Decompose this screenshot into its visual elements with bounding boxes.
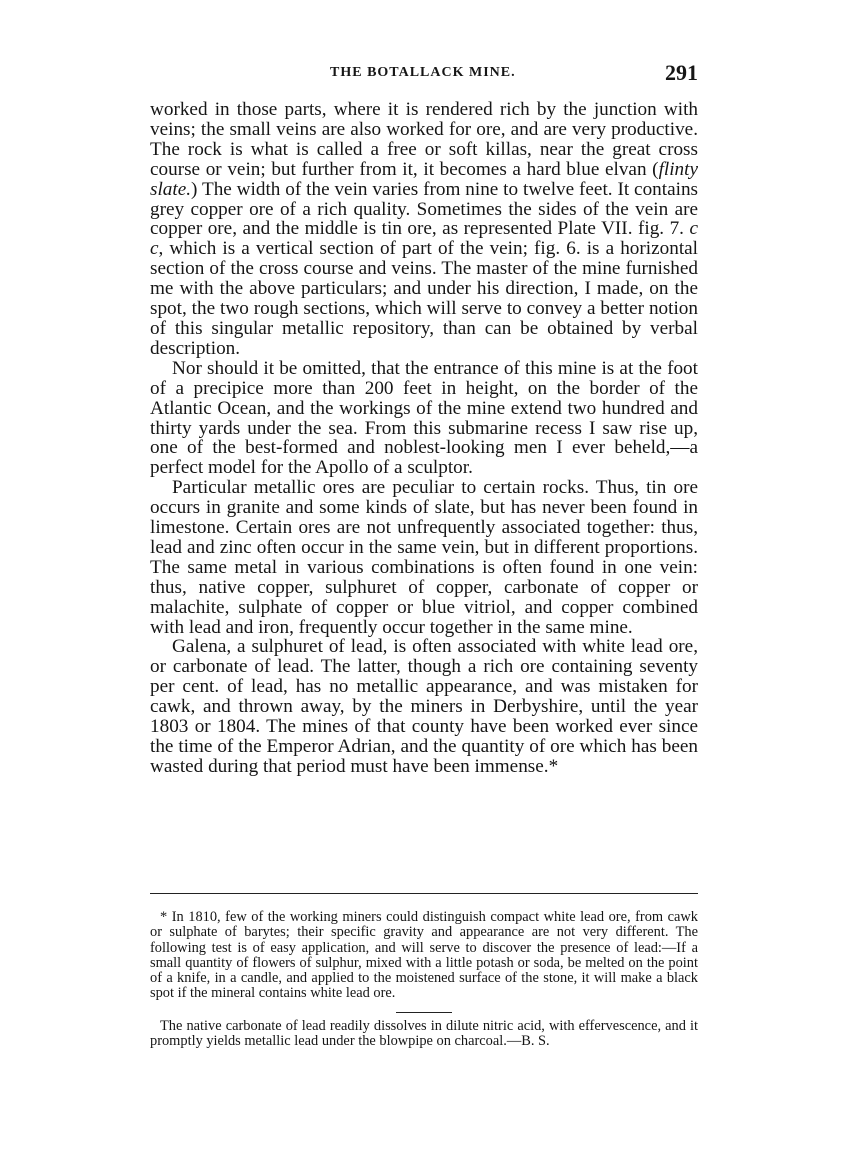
page-number: 291: [665, 60, 698, 85]
paragraph-1-text-c: , which is a vertical section of part of the vein; fig. 6. is a horizontal section of the cross course and veins. The master of the mine furnished me with the above particulars; and under his direction, I made, on the spot, the two rough sections, which will serve to convey a better notion of this singular metallic repository, than can be obtained by verbal description.: [150, 238, 698, 359]
italic-flinty-slate: flinty slate.: [150, 158, 698, 200]
italic-figure-label: c c: [150, 218, 698, 260]
body-text: [150, 100, 698, 777]
paragraph-entrance: Nor should it be omitted, that the entrance of this mine is at the foot of a precipice more than 200 feet in height, on the border of the Atlantic Ocean, and the workings of the mine extend two hundred and thirty yards under the sea. From this submarine recess I saw rise up, one of the best-formed and noblest-looking men I ever beheld,—a perfect model for the Apollo of a sculptor.: [150, 357, 698, 479]
footnote-short-divider: [396, 1012, 452, 1013]
footnotes: [150, 910, 698, 1049]
paragraph-metallic-ores: Particular metallic ores are peculiar to certain rocks. Thus, tin ore occurs in granite and some kinds of slate, but has never been found in limestone. Certain ores are not unfrequently associated together: thus, lead and zinc often occur in the same vein, but in different proportions. The same metal in various combinations is often found in one vein: thus, native copper, sulphuret of copper, carbonate of copper or malachite, sulphate of copper or blue vitriol, and copper combined with lead and iron, frequently occur together in the same mine.: [150, 477, 698, 638]
paragraph-galena: Galena, a sulphuret of lead, is often associated with white lead ore, or carbonate of lead. The latter, though a rich ore containing seventy per cent. of lead, has no metallic appearance, and was mistaken for cawk, and thrown away, by the miners in Derbyshire, until the year 1803 or 1804. The mines of that county have been worked ever since the time of the Emperor Adrian, and the quantity of ore which has been wasted during that period must have been immense.*: [150, 636, 698, 777]
paragraph-continued: [150, 100, 698, 359]
running-title: THE BOTALLACK MINE.: [330, 65, 516, 80]
page-header: [150, 60, 698, 90]
footnote-editor-note: The native carbonate of lead readily dissolves in dilute nitric acid, with effervescence, and it promptly yields metallic lead under the blowpipe on charcoal.—B. S.: [150, 1017, 698, 1050]
footnote-divider: [150, 893, 698, 894]
footnote-main: * In 1810, few of the working miners could distinguish compact white lead ore, from cawk or sulphate of barytes; their specific gravity and appearance are not very different. The following test is of easy application, and will serve to discover the presence of lead:—If a small quantity of flowers of sulphur, mixed with a little potash or soda, be melted on the point of a knife, in a candle, and applied to the moistened surface of the stone, it will make a black spot if the mineral contains white lead ore.: [150, 909, 698, 1002]
paragraph-1-text-b: ) The width of the vein varies from nine to twelve feet. It contains grey copper ore of a rich quality. Sometimes the sides of the vein are copper ore, and the middle is tin ore, as represented Plate VII. fig. 7.: [150, 178, 698, 240]
paragraph-1-text-a: worked in those parts, where it is rendered rich by the junction with veins; the small veins are also worked for ore, and are very productive. The rock is what is called a free or soft killas, near the great cross course or vein; but further from it, it becomes a hard blue elvan (: [150, 99, 698, 180]
